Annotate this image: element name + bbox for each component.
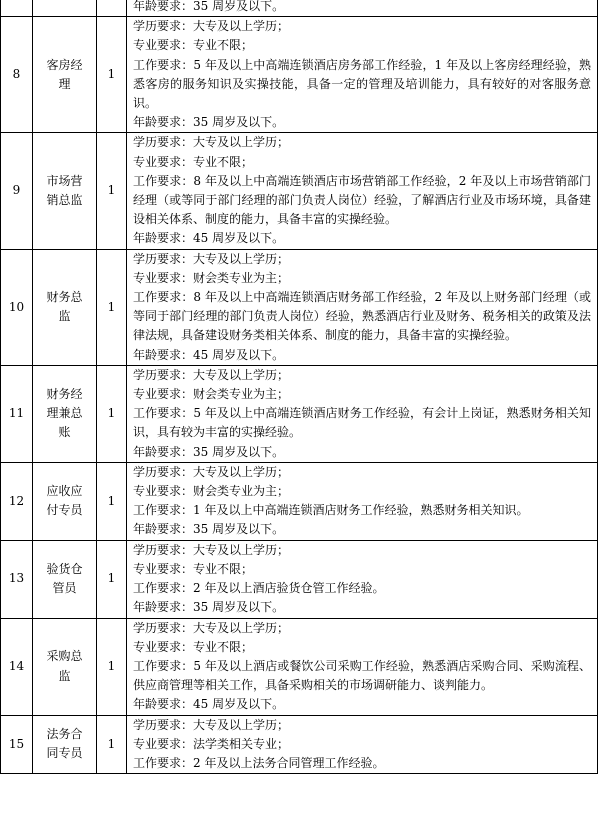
- requirements-cell: [127, 249, 598, 365]
- requirements-cell: [127, 462, 598, 540]
- requirement-line: 专业要求：财会类专业为主；: [133, 387, 290, 402]
- table-row: [1, 715, 598, 774]
- headcount: 1: [97, 365, 127, 462]
- requirement-line: 工作要求：8 年及以上中高端连锁酒店市场营销部工作经验，2 年及以上市场营销部门经理（或等同于部门经理的部门负责人岗位）经验，了解酒店行业及市场环境，具备建设相关体系、制度的能力，具备丰富的实操经验。: [133, 173, 591, 227]
- requirement-line: 年龄要求：45 周岁及以下。: [133, 347, 285, 362]
- requirement-line: 学历要求：大专及以上学历；: [133, 19, 290, 34]
- table-row: [1, 133, 598, 249]
- requirement-line: 工作要求：2 年及以上法务合同管理工作经验。: [133, 755, 385, 770]
- row-number: 10: [1, 249, 33, 365]
- requirement-line: 学历要求：大专及以上学历；: [133, 620, 290, 635]
- requirement-line: 工作要求：8 年及以上中高端连锁酒店财务部工作经验，2 年及以上财务部门经理（或等同于部门经理的部门负责人岗位）经验，熟悉酒店行业及财务、税务相关的政策及法律法规，具备建设财务类相关体系、制度的能力，具备丰富的实操经验。: [133, 290, 591, 343]
- headcount: [97, 0, 127, 17]
- headcount: 1: [97, 249, 127, 365]
- headcount: 1: [97, 462, 127, 540]
- requirement-line: 年龄要求：35 周岁及以下。: [133, 522, 285, 537]
- requirement-line: 专业要求：财会类专业为主；: [133, 484, 290, 499]
- requirements-cell: [127, 133, 598, 249]
- position-name: 财务经理兼总账: [33, 365, 97, 462]
- requirement-line: 学历要求：大专及以上学历；: [133, 464, 290, 479]
- headcount: 1: [97, 715, 127, 774]
- requirements-cell: [127, 17, 598, 133]
- row-number: 13: [1, 540, 33, 618]
- requirement-line: 学历要求：大专及以上学历；: [133, 717, 290, 732]
- table-row: [1, 540, 598, 618]
- position-name: 市场营销总监: [33, 133, 97, 249]
- requirement-line: 工作要求：5 年及以上中高端连锁酒店财务工作经验，有会计上岗证，熟悉财务相关知识，具有较为丰富的实操经验。: [133, 406, 591, 440]
- table-row: [1, 0, 598, 17]
- requirement-line: 学历要求：大专及以上学历；: [133, 135, 290, 150]
- requirement-line: 专业要求：专业不限；: [133, 154, 254, 169]
- position-name: 客房经理: [33, 17, 97, 133]
- requirement-line: 专业要求：专业不限；: [133, 561, 254, 576]
- requirement-line: 工作要求：5 年及以上酒店或餐饮公司采购工作经验，熟悉酒店采购合同、采购流程、供应商管理等相关工作，具备采购相关的市场调研能力、谈判能力。: [133, 658, 591, 693]
- requirement-line: 年龄要求：45 周岁及以下。: [133, 231, 285, 246]
- requirement-line: 专业要求：法学类相关专业；: [133, 736, 290, 751]
- row-number: 15: [1, 715, 33, 774]
- requirement-line: 工作要求：2 年及以上酒店验货仓管工作经验。: [133, 581, 385, 596]
- headcount: 1: [97, 618, 127, 715]
- requirement-line: 学历要求：大专及以上学历；: [133, 542, 290, 557]
- position-name: [33, 0, 97, 17]
- row-number: 8: [1, 17, 33, 133]
- requirement-line: 专业要求：财会类专业为主；: [133, 270, 290, 285]
- position-name: 法务合同专员: [33, 715, 97, 774]
- table-row: [1, 618, 598, 715]
- requirement-line: 工作要求：5 年及以上中高端连锁酒店房务部工作经验，1 年及以上客房经理经验，熟悉客房的服务知识及实操技能，具备一定的管理及培训能力，具有较好的对客服务意识。: [133, 57, 591, 111]
- row-number: 14: [1, 618, 33, 715]
- row-number: 12: [1, 462, 33, 540]
- requirement-line: 年龄要求：45 周岁及以下。: [133, 697, 285, 712]
- requirement-line: 专业要求：专业不限；: [133, 639, 254, 654]
- position-name: 采购总监: [33, 618, 97, 715]
- requirements-cell: [127, 365, 598, 462]
- requirements-cell: [127, 618, 598, 715]
- requirement-line: 年龄要求：35 周岁及以下。: [133, 600, 285, 615]
- table-row: [1, 249, 598, 365]
- table-row: [1, 462, 598, 540]
- requirement-line: 年龄要求：35 周岁及以下。: [133, 0, 285, 13]
- requirements-cell: [127, 715, 598, 774]
- table-row: [1, 365, 598, 462]
- position-name: 应收应付专员: [33, 462, 97, 540]
- table-row: [1, 17, 598, 133]
- position-name: 财务总监: [33, 249, 97, 365]
- headcount: 1: [97, 133, 127, 249]
- requirements-cell: [127, 0, 598, 17]
- position-name: 验货仓管员: [33, 540, 97, 618]
- requirements-cell: [127, 540, 598, 618]
- row-number: 11: [1, 365, 33, 462]
- requirement-line: 工作要求：1 年及以上中高端连锁酒店财务工作经验，熟悉财务相关知识。: [133, 503, 529, 518]
- headcount: 1: [97, 17, 127, 133]
- requirement-line: 学历要求：大专及以上学历；: [133, 251, 290, 266]
- requirement-line: 年龄要求：35 周岁及以下。: [133, 115, 285, 130]
- row-number: 9: [1, 133, 33, 249]
- requirement-line: 年龄要求：35 周岁及以下。: [133, 444, 285, 459]
- headcount: 1: [97, 540, 127, 618]
- requirement-line: 专业要求：专业不限；: [133, 38, 254, 53]
- table-body: [1, 0, 598, 774]
- requirement-line: 学历要求：大专及以上学历；: [133, 367, 290, 382]
- row-number: [1, 0, 33, 17]
